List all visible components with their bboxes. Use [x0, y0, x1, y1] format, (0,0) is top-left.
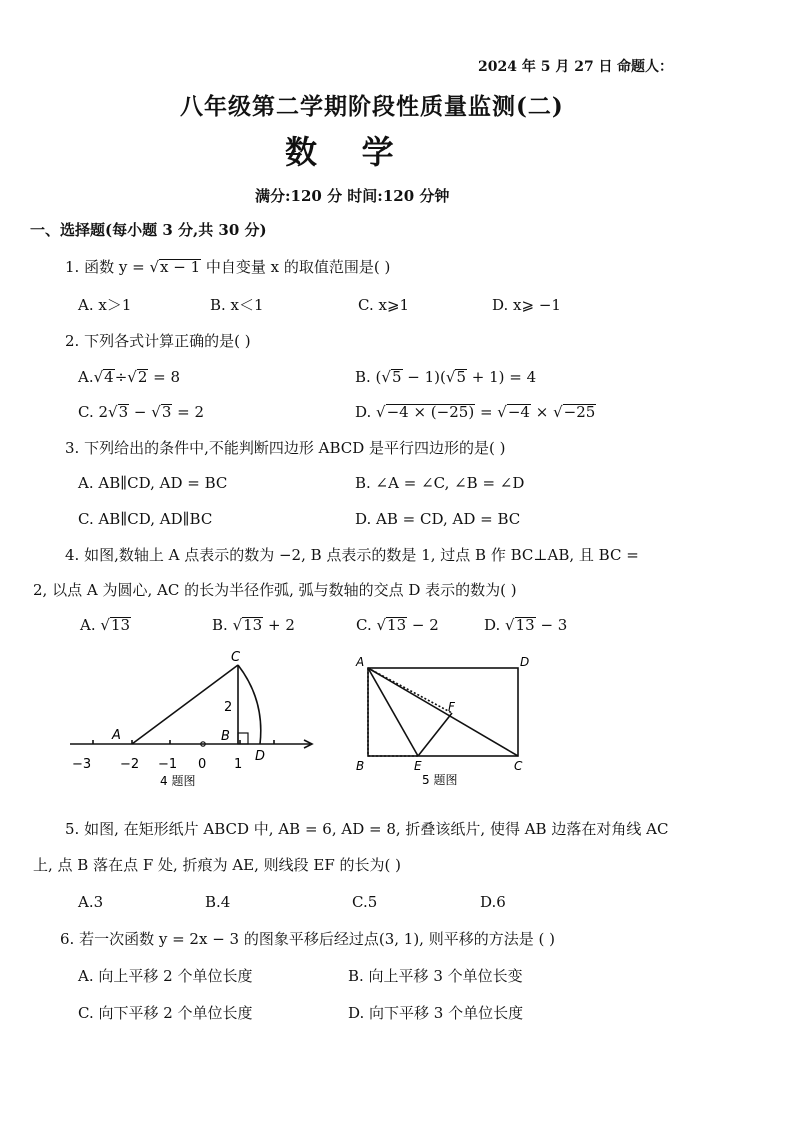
- point-f-label: F: [448, 700, 455, 714]
- point-c-label: C: [514, 759, 523, 773]
- q2-option-c: C. 2√3 − √3 = 2: [78, 403, 205, 421]
- q5-line1: 5. 如图, 在矩形纸片 ABCD 中, AB = 6, AD = 8, 折叠该纸片, 使得 AB 边落在对角线 AC: [65, 820, 669, 838]
- figure-4: [60, 645, 330, 790]
- q6-option-b: B. 向上平移 3 个单位长变: [348, 967, 523, 985]
- q5-option-d: D.6: [480, 893, 506, 911]
- q1-option-d: D. x⩾ −1: [492, 296, 561, 314]
- author-label: 命题人：: [617, 59, 673, 75]
- q4-option-a: A. √13: [80, 616, 131, 634]
- bc-length-label: 2: [224, 700, 233, 715]
- q4-option-c: C. √13 − 2: [356, 616, 439, 634]
- subject-title: 数 学: [285, 133, 394, 171]
- exam-date: 2024 年 5 月 27 日: [478, 59, 613, 75]
- q6-option-a: A. 向上平移 2 个单位长度: [78, 967, 253, 985]
- tick-label: −2: [120, 757, 140, 772]
- point-d-label: D: [255, 749, 266, 764]
- q3-option-c: C. AB∥CD, AD∥BC: [78, 510, 213, 528]
- q1-option-a: A. x＞1: [78, 296, 132, 314]
- point-e-label: E: [414, 759, 422, 773]
- q3-option-a: A. AB∥CD, AD = BC: [78, 474, 228, 492]
- q4-option-d: D. √13 − 3: [484, 616, 568, 634]
- q1-stem: 1. 函数 y = √x − 1 中自变量 x 的取值范围是( ): [65, 258, 391, 276]
- q2-option-b: B. (√5 − 1)(√5 + 1) = 4: [355, 368, 537, 386]
- q5-line2: 上, 点 B 落在点 F 处, 折痕为 AE, 则线段 EF 的长为( ): [33, 856, 402, 874]
- figure-5-caption: 5 题图: [422, 773, 458, 787]
- q6-option-d: D. 向下平移 3 个单位长度: [348, 1004, 524, 1022]
- q3-option-d: D. AB = CD, AD = BC: [355, 510, 521, 528]
- point-b-label: B: [221, 729, 230, 744]
- exam-info: 满分:120 分 时间:120 分钟: [255, 187, 450, 205]
- point-b-label: B: [356, 759, 365, 773]
- q4-line2: 2, 以点 A 为圆心, AC 的长为半径作弧, 弧与数轴的交点 D 表示的数为( ): [33, 581, 517, 599]
- point-d-label: D: [520, 655, 530, 669]
- q2-stem: 2. 下列各式计算正确的是( ): [65, 332, 251, 350]
- point-a-label: A: [356, 655, 365, 669]
- q6-option-c: C. 向下平移 2 个单位长度: [78, 1004, 253, 1022]
- q2-option-d: D. √−4 × (−25) = √−4 × √−25: [355, 403, 596, 421]
- q4-option-b: B. √13 + 2: [212, 616, 295, 634]
- diagonal-ac: [368, 668, 518, 756]
- q1-option-c: C. x⩾1: [358, 296, 410, 314]
- figure-5: [348, 650, 548, 792]
- q3-stem: 3. 下列给出的条件中,不能判断四边形 ABCD 是平行四边形的是( ): [65, 439, 506, 457]
- point-c-label: C: [231, 650, 241, 665]
- arc-cd: [238, 665, 261, 744]
- figure-4-caption: 4 题图: [160, 774, 196, 788]
- tick-label: 1: [234, 757, 243, 772]
- section-heading: 一、选择题(每小题 3 分,共 30 分): [30, 221, 267, 239]
- q5-option-b: B.4: [205, 893, 231, 911]
- q2-option-a: A.√4÷√2 = 8: [78, 368, 181, 386]
- point-a-label: A: [112, 728, 121, 743]
- segment-ef: [418, 713, 452, 756]
- exam-title: 八年级第二学期阶段性质量监测(二): [180, 93, 564, 120]
- tick-label: −1: [158, 757, 178, 772]
- tick-label: 0: [198, 757, 207, 772]
- q5-option-c: C.5: [352, 893, 378, 911]
- q6-stem: 6. 若一次函数 y = 2x − 3 的图象平移后经过点(3, 1), 则平移的方法是 ( ): [60, 930, 555, 948]
- q5-option-a: A.3: [78, 893, 104, 911]
- tick-label: −3: [72, 757, 92, 772]
- q4-line1: 4. 如图,数轴上 A 点表示的数为 −2, B 点表示的数是 1, 过点 B 作 BC⊥AB, 且 BC =: [65, 546, 639, 564]
- q3-option-b: B. ∠A = ∠C, ∠B = ∠D: [355, 474, 525, 492]
- q1-option-b: B. x＜1: [210, 296, 264, 314]
